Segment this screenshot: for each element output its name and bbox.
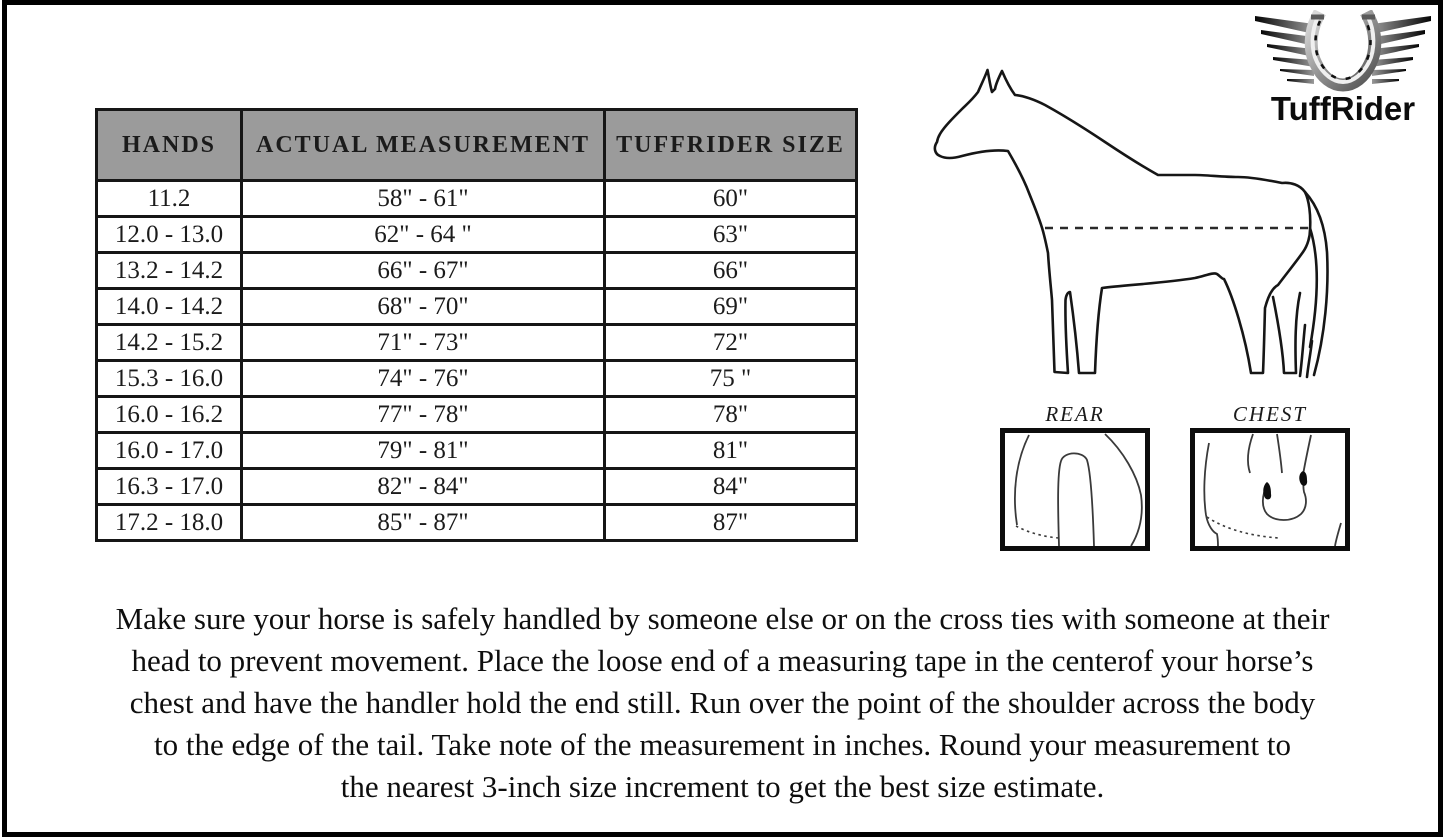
table-cell: 72" xyxy=(605,325,857,361)
table-cell: 75 " xyxy=(605,361,857,397)
table-cell: 14.2 - 15.2 xyxy=(97,325,242,361)
table-cell: 78" xyxy=(605,397,857,433)
instruction-line: head to prevent movement. Place the loose end of a measuring tape in the centerof your horse’s xyxy=(131,643,1314,678)
table-cell: 84" xyxy=(605,469,857,505)
table-cell: 17.2 - 18.0 xyxy=(97,505,242,541)
table-cell: 58" - 61" xyxy=(242,181,605,217)
table-cell: 62" - 64 " xyxy=(242,217,605,253)
size-chart-header xyxy=(97,110,857,181)
instruction-line: chest and have the handler hold the end still. Run over the point of the shoulder across the body xyxy=(129,685,1316,720)
table-cell: 13.2 - 14.2 xyxy=(97,253,242,289)
chest-view-sketch xyxy=(1195,433,1345,546)
horse-body-outline xyxy=(935,70,1310,373)
rear-view-box xyxy=(1000,428,1150,551)
table-cell: 12.0 - 13.0 xyxy=(97,217,242,253)
table-cell: 68" - 70" xyxy=(242,289,605,325)
header-tuffrider-size: TUFFRIDER SIZE xyxy=(605,110,857,181)
table-row xyxy=(97,181,857,217)
measuring-instructions xyxy=(10,598,1435,808)
table-cell: 69" xyxy=(605,289,857,325)
table-cell: 15.3 - 16.0 xyxy=(97,361,242,397)
table-cell: 74" - 76" xyxy=(242,361,605,397)
table-row xyxy=(97,289,857,325)
table-row xyxy=(97,325,857,361)
table-cell: 77" - 78" xyxy=(242,397,605,433)
instruction-line: the nearest 3-inch size increment to get the best size estimate. xyxy=(340,769,1105,804)
table-row xyxy=(97,397,857,433)
horse-outline-diagram xyxy=(915,45,1345,390)
brand-name: TuffRider xyxy=(1270,90,1416,127)
table-cell: 66" - 67" xyxy=(242,253,605,289)
table-cell: 71" - 73" xyxy=(242,325,605,361)
header-hands: HANDS xyxy=(97,110,242,181)
table-header-row xyxy=(97,110,857,181)
table-row xyxy=(97,253,857,289)
table-cell: 63" xyxy=(605,217,857,253)
table-cell: 82" - 84" xyxy=(242,469,605,505)
table-row xyxy=(97,433,857,469)
table-cell: 79" - 81" xyxy=(242,433,605,469)
table-cell: 16.0 - 16.2 xyxy=(97,397,242,433)
size-chart-body xyxy=(97,181,857,541)
table-cell: 16.0 - 17.0 xyxy=(97,433,242,469)
instruction-line: to the edge of the tail. Take note of the measurement in inches. Round your measurement to xyxy=(153,727,1292,762)
chest-view-label: CHEST xyxy=(1232,402,1308,426)
table-cell: 87" xyxy=(605,505,857,541)
table-row xyxy=(97,217,857,253)
header-actual-measurement: ACTUAL MEASUREMENT xyxy=(242,110,605,181)
rear-view-label: REAR xyxy=(1045,402,1105,426)
table-cell: 81" xyxy=(605,433,857,469)
table-cell: 60" xyxy=(605,181,857,217)
table-cell: 14.0 - 14.2 xyxy=(97,289,242,325)
table-cell: 85" - 87" xyxy=(242,505,605,541)
table-row xyxy=(97,361,857,397)
table-cell: 16.3 - 17.0 xyxy=(97,469,242,505)
table-cell: 11.2 xyxy=(97,181,242,217)
rear-view-sketch xyxy=(1005,433,1145,546)
table-row xyxy=(97,505,857,541)
table-row xyxy=(97,469,857,505)
nostril-right xyxy=(1299,471,1307,486)
instruction-line: Make sure your horse is safely handled by someone else or on the cross ties with someone at their xyxy=(115,601,1330,636)
table-cell: 66" xyxy=(605,253,857,289)
size-chart-table xyxy=(95,108,858,542)
nostril-left xyxy=(1263,482,1271,499)
chest-view-box xyxy=(1190,428,1350,551)
